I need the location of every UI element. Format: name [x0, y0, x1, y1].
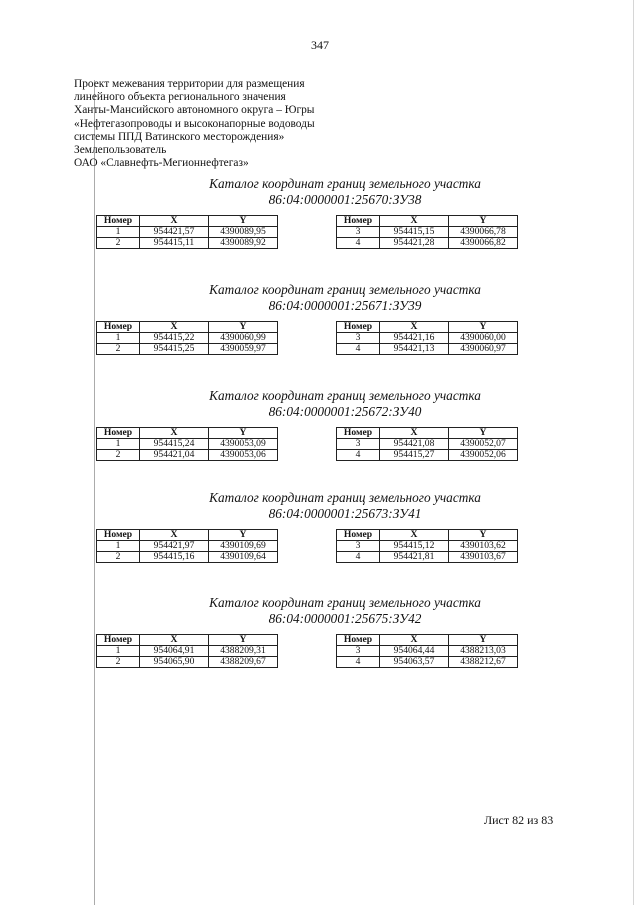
column-header-num: Номер [97, 322, 140, 333]
x-coordinate-cell: 954415,12 [380, 541, 449, 552]
x-coordinate-cell: 954421,08 [380, 439, 449, 450]
column-header-num: Номер [337, 635, 380, 646]
y-coordinate-cell: 4390103,62 [449, 541, 518, 552]
x-coordinate-cell: 954421,97 [140, 541, 209, 552]
column-header-x: X [140, 216, 209, 227]
point-number-cell: 4 [337, 657, 380, 668]
y-coordinate-cell: 4388212,67 [449, 657, 518, 668]
coordinates-table-right [336, 321, 518, 355]
coordinates-table-left [96, 215, 278, 249]
table-row [97, 333, 278, 344]
table-row [97, 450, 278, 461]
table-row [97, 646, 278, 657]
point-number-cell: 1 [97, 439, 140, 450]
column-header-y: Y [209, 635, 278, 646]
point-number-cell: 1 [97, 646, 140, 657]
section-cadastral-code: 86:04:0000001:25671:ЗУ39 [268, 298, 422, 313]
table-header-row [337, 530, 518, 541]
column-header-y: Y [209, 322, 278, 333]
point-number-cell: 2 [97, 450, 140, 461]
point-number-cell: 4 [337, 344, 380, 355]
point-number-cell: 3 [337, 227, 380, 238]
column-header-x: X [140, 322, 209, 333]
point-number-cell: 2 [97, 344, 140, 355]
table-row [337, 227, 518, 238]
coordinates-table-right [336, 529, 518, 563]
table-row [337, 344, 518, 355]
coordinates-table-right [336, 634, 518, 668]
y-coordinate-cell: 4388213,03 [449, 646, 518, 657]
catalog-section [0, 388, 640, 461]
section-cadastral-code: 86:04:0000001:25672:ЗУ40 [268, 404, 422, 419]
column-header-num: Номер [337, 322, 380, 333]
page-number: 347 [311, 38, 329, 52]
table-row [97, 552, 278, 563]
column-header-x: X [380, 428, 449, 439]
y-coordinate-cell: 4390053,06 [209, 450, 278, 461]
column-header-num: Номер [337, 428, 380, 439]
table-row [337, 646, 518, 657]
column-header-num: Номер [97, 428, 140, 439]
y-coordinate-cell: 4390060,99 [209, 333, 278, 344]
point-number-cell: 2 [97, 238, 140, 249]
sheet-label: Лист 82 из 83 [484, 813, 554, 827]
table-row [337, 657, 518, 668]
catalog-section [0, 176, 640, 249]
x-coordinate-cell: 954421,28 [380, 238, 449, 249]
x-coordinate-cell: 954421,04 [140, 450, 209, 461]
document-header [74, 78, 315, 170]
catalog-section [0, 595, 640, 668]
catalog-section [0, 282, 640, 355]
column-header-x: X [380, 216, 449, 227]
table-header-row [337, 428, 518, 439]
y-coordinate-cell: 4390060,97 [449, 344, 518, 355]
point-number-cell: 1 [97, 541, 140, 552]
column-header-x: X [140, 635, 209, 646]
point-number-cell: 3 [337, 439, 380, 450]
coordinates-table-left [96, 427, 278, 461]
y-coordinate-cell: 4390066,78 [449, 227, 518, 238]
point-number-cell: 2 [97, 657, 140, 668]
x-coordinate-cell: 954064,91 [140, 646, 209, 657]
section-title: Каталог координат границ земельного участка [209, 282, 481, 297]
coordinates-table-left [96, 321, 278, 355]
x-coordinate-cell: 954421,57 [140, 227, 209, 238]
point-number-cell: 1 [97, 333, 140, 344]
x-coordinate-cell: 954421,16 [380, 333, 449, 344]
coordinates-table-left [96, 529, 278, 563]
point-number-cell: 4 [337, 450, 380, 461]
coordinates-table-right [336, 215, 518, 249]
point-number-cell: 3 [337, 333, 380, 344]
header-line: линейного объекта регионального значения [74, 91, 286, 104]
table-row [97, 238, 278, 249]
y-coordinate-cell: 4390089,95 [209, 227, 278, 238]
column-header-num: Номер [97, 635, 140, 646]
y-coordinate-cell: 4390109,69 [209, 541, 278, 552]
table-row [97, 657, 278, 668]
table-header-row [337, 635, 518, 646]
section-cadastral-code: 86:04:0000001:25670:ЗУ38 [268, 192, 422, 207]
header-line: системы ППД Ватинского месторождения» [74, 130, 285, 143]
point-number-cell: 1 [97, 227, 140, 238]
y-coordinate-cell: 4390089,92 [209, 238, 278, 249]
x-coordinate-cell: 954421,13 [380, 344, 449, 355]
column-header-y: Y [449, 322, 518, 333]
table-row [97, 227, 278, 238]
y-coordinate-cell: 4390060,00 [449, 333, 518, 344]
column-header-x: X [140, 428, 209, 439]
table-header-row [97, 216, 278, 227]
table-header-row [97, 322, 278, 333]
header-line: ОАО «Славнефть-Мегионнефтегаз» [74, 157, 249, 170]
y-coordinate-cell: 4390109,64 [209, 552, 278, 563]
y-coordinate-cell: 4390052,06 [449, 450, 518, 461]
column-header-num: Номер [337, 530, 380, 541]
header-line: Ханты-Мансийского автономного округа – Югры [74, 104, 315, 117]
y-coordinate-cell: 4390103,67 [449, 552, 518, 563]
x-coordinate-cell: 954065,90 [140, 657, 209, 668]
x-coordinate-cell: 954421,81 [380, 552, 449, 563]
column-header-num: Номер [337, 216, 380, 227]
table-row [337, 439, 518, 450]
table-row [97, 541, 278, 552]
section-title: Каталог координат границ земельного участка [209, 388, 481, 403]
point-number-cell: 3 [337, 646, 380, 657]
table-row [337, 238, 518, 249]
coordinates-table-left [96, 634, 278, 668]
column-header-y: Y [449, 216, 518, 227]
point-number-cell: 4 [337, 238, 380, 249]
column-header-y: Y [209, 530, 278, 541]
table-header-row [97, 635, 278, 646]
table-header-row [337, 322, 518, 333]
x-coordinate-cell: 954415,22 [140, 333, 209, 344]
x-coordinate-cell: 954415,25 [140, 344, 209, 355]
column-header-num: Номер [97, 216, 140, 227]
section-title: Каталог координат границ земельного участка [209, 595, 481, 610]
catalog-section [0, 490, 640, 563]
header-line: «Нефтегазопроводы и высоконапорные водоводы [74, 117, 315, 130]
x-coordinate-cell: 954064,44 [380, 646, 449, 657]
coordinates-table-right [336, 427, 518, 461]
column-header-x: X [140, 530, 209, 541]
table-row [337, 450, 518, 461]
header-line: Землепользователь [74, 144, 167, 157]
section-cadastral-code: 86:04:0000001:25675:ЗУ42 [268, 611, 422, 626]
section-title: Каталог координат границ земельного участка [209, 176, 481, 191]
y-coordinate-cell: 4390066,82 [449, 238, 518, 249]
y-coordinate-cell: 4390059,97 [209, 344, 278, 355]
x-coordinate-cell: 954415,16 [140, 552, 209, 563]
y-coordinate-cell: 4388209,67 [209, 657, 278, 668]
column-header-num: Номер [97, 530, 140, 541]
column-header-y: Y [449, 635, 518, 646]
column-header-x: X [380, 635, 449, 646]
table-header-row [97, 428, 278, 439]
table-row [337, 333, 518, 344]
header-line: Проект межевания территории для размещения [74, 78, 305, 90]
column-header-y: Y [449, 428, 518, 439]
point-number-cell: 4 [337, 552, 380, 563]
table-row [97, 344, 278, 355]
x-coordinate-cell: 954415,24 [140, 439, 209, 450]
table-header-row [337, 216, 518, 227]
point-number-cell: 2 [97, 552, 140, 563]
x-coordinate-cell: 954063,57 [380, 657, 449, 668]
table-row [97, 439, 278, 450]
table-header-row [97, 530, 278, 541]
x-coordinate-cell: 954415,27 [380, 450, 449, 461]
section-title: Каталог координат границ земельного участка [209, 490, 481, 505]
table-row [337, 541, 518, 552]
column-header-y: Y [209, 216, 278, 227]
y-coordinate-cell: 4388209,31 [209, 646, 278, 657]
x-coordinate-cell: 954415,15 [380, 227, 449, 238]
x-coordinate-cell: 954415,11 [140, 238, 209, 249]
column-header-y: Y [209, 428, 278, 439]
y-coordinate-cell: 4390052,07 [449, 439, 518, 450]
column-header-y: Y [449, 530, 518, 541]
y-coordinate-cell: 4390053,09 [209, 439, 278, 450]
point-number-cell: 3 [337, 541, 380, 552]
section-cadastral-code: 86:04:0000001:25673:ЗУ41 [268, 506, 422, 521]
table-row [337, 552, 518, 563]
column-header-x: X [380, 322, 449, 333]
column-header-x: X [380, 530, 449, 541]
